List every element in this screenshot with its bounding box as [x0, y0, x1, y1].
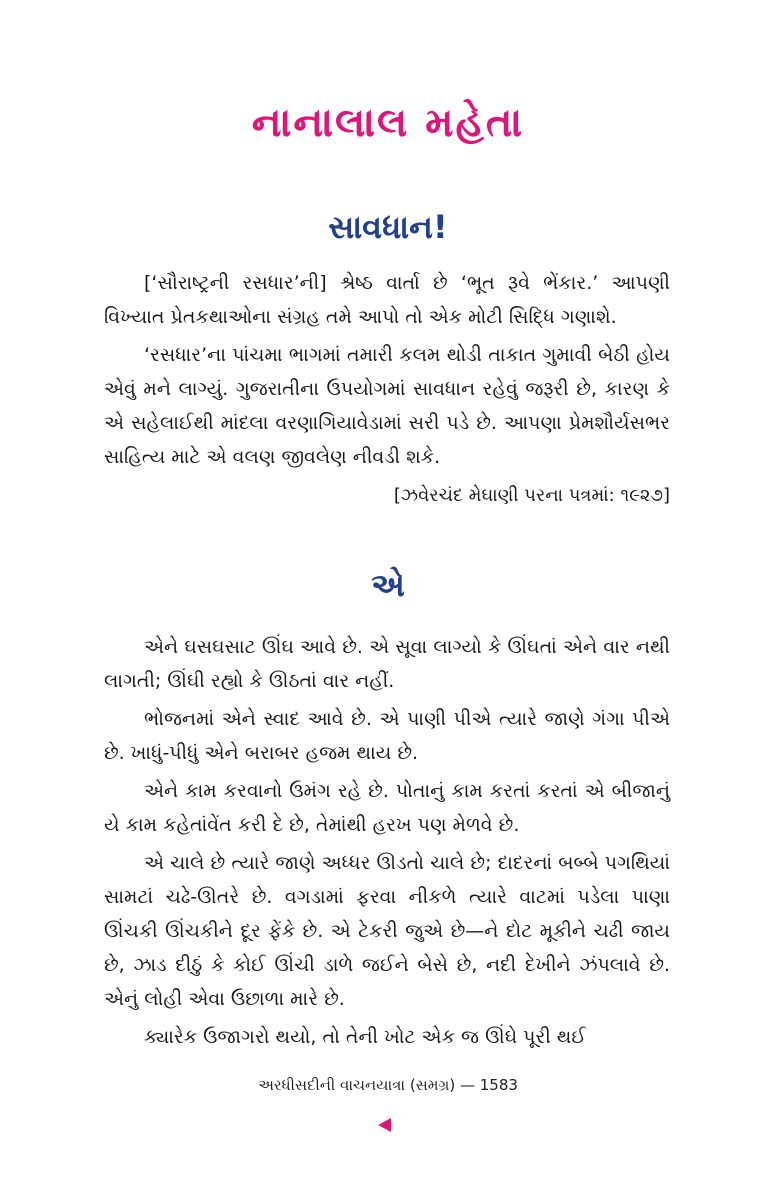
- section-body-savdhan: [104, 266, 670, 478]
- section-title-savdhan: સાવધાન!: [328, 208, 448, 246]
- previous-page-arrow-icon[interactable]: [378, 1118, 391, 1132]
- paragraph: એને કામ કરવાનો ઉમંગ રહે છે. પોતાનું કામ કરતાં કરતાં એ બીજાનું યે કામ કહેતાંવેંત કરી દે છે, તેમાંથી હરખ પણ મેળવે છે.: [104, 780, 670, 836]
- author-heading: નાનાલાલ મહેતા: [251, 100, 525, 146]
- paragraph: ‘રસધાર’ના પાંચમા ભાગમાં તમારી કલમ થોડી તાકાત ગુમાવી બેઠી હોય એવું મને લાગ્યું. ગુજરાતીના ઉપયોગમાં સાવધાન રહેવું જરૂરી છે, કારણ કે એ સહેલાઈથી માંદલા વરણાગિયાવેડામાં સરી પડે છે. આપણા પ્રેમશૌર્યસભર સાહિત્ય માટે એ વલણ જીવલેણ નીવડી શકે.: [104, 344, 670, 468]
- paragraph: એ ચાલે છે ત્યારે જાણે અધ્ધર ઊડતો ચાલે છે; દાદરનાં બબ્બે પગથિયાં સામટાં ચઢે-ઊતરે છે. વગડામાં ફરવા નીકળે ત્યારે વાટમાં પડેલા પાણા ઊંચકી ઊંચકીને દૂર ફેંકે છે. એ ટેકરી જુએ છે—ને દોટ મૂકીને ચઢી જાય છે, ઝાડ દીઠું કે કોઈ ઊંચી ડાળે જઈને બેસે છે, નદી દેખીને ઝંપલાવે છે. એનું લોહી એવા ઉછાળા મારે છે.: [104, 852, 670, 1010]
- section-body-e: [104, 630, 670, 1058]
- citation: [ઝવેરચંદ મેઘાણી પરના પત્રમાં: ૧૯૨૭]: [393, 485, 670, 506]
- paragraph: [‘સૌરાષ્ટ્રની રસધાર’ની] શ્રેષ્ઠ વાર્તા છે ‘ભૂત રૂવે ભેંકાર.’ આપણી વિખ્યાત પ્રેતકથાઓના સંગ્રહ તમે આપો તો એક મોટી સિદ્ધિ ગણાશે.: [104, 272, 670, 328]
- paragraph: ભોજનમાં એને સ્વાદ આવે છે. એ પાણી પીએ ત્યારે જાણે ગંગા પીએ છે. ખાધું-પીધું એને બરાબર હજમ થાય છે.: [104, 708, 670, 764]
- paragraph: ક્યારેક ઉજાગરો થયો, તો તેની ખોટ એક જ ઊંઘે પૂરી થઈ: [144, 1026, 587, 1048]
- page-footer: અરધીસદીની વાચનયાત્રા (સમગ્ર) — 1583: [258, 1076, 518, 1094]
- paragraph: એને ઘસઘસાટ ઊંઘ આવે છે. એ સૂવા લાગ્યો કે ઊંઘતાં એને વાર નથી લાગતી; ઊંઘી રહ્યો કે ઊઠતાં વાર નહીં.: [104, 636, 670, 692]
- section-title-e: એ: [371, 566, 405, 604]
